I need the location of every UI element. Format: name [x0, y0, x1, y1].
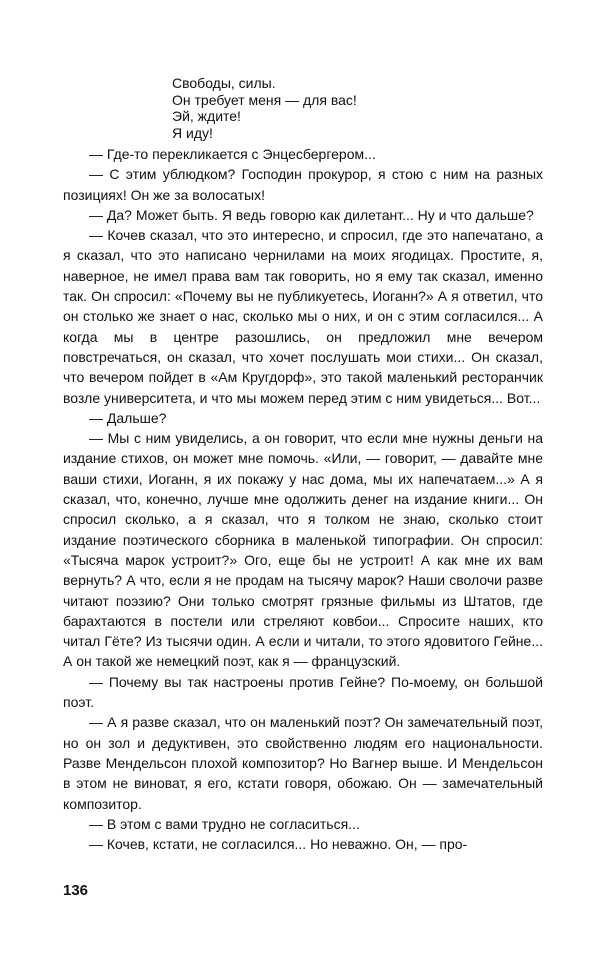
paragraph: — Где-то перекликается с Энцесбергером... [89, 146, 376, 162]
poem-line: Он требует меня — для вас! [172, 91, 357, 108]
paragraph: — Да? Может быть. Я ведь говорю как дилетант... Ну и что дальше? [89, 206, 534, 223]
poem-line: Свободы, силы. [172, 75, 276, 91]
paragraph: — А я разве сказал, что он маленький поэт? Он замечательный поэт, но он зол и дедуктивен, это свойственно людям его национальности. Разве Мендельсон плохой композитор? Но Вагнер выше. И Мендельсон в этом не виноват, я его, кстати говоря, обожаю. Он — замечательный композитор. [63, 714, 543, 812]
paragraph: — Мы с ним увиделись, а он говорит, что если мне нужны деньги на издание стихов, он может мне помочь. «Или, — говорит, — давайте мне ваши стихи, Иоганн, я их покажу у нас дома, мы их напечатаем...» А я сказал, что, конечно, лучше мне одолжить денег на издание книги... Он спросил сколько, а я сказал, что я толком не знаю, сколько стоит издание поэтического сборника в маленькой типографии. Он спросил: «Тысяча марок устроит?» Ого, еще бы не устроит! А как мне их вам вернуть? А что, если я не продам на тысячу марок? Наши сволочи разве читают поэзию? Они только смотрят грязные фильмы из Штатов, где барахтаются в постели или стреляют ковбои... Спросите наших, кто читал Гёте? Из тысячи один. А если и читали, то этого ядовитого Гейне... А он такой же немецкий поэт, как я — французский. [63, 430, 543, 670]
poem-stanza [172, 75, 357, 141]
poem-line: Я иду! [172, 124, 213, 141]
prose-body [63, 144, 543, 854]
paragraph: — Дальше? [89, 409, 167, 426]
paragraph: — В этом с вами трудно не согласиться... [89, 815, 360, 832]
paragraph: — Кочев, кстати, не согласился... Но неважно. Он, — про- [89, 836, 468, 853]
paragraph: — Почему вы так настроены против Гейне? По-моему, он большой поэт. [63, 673, 543, 711]
poem-line: Эй, ждите! [172, 108, 241, 124]
paragraph: — С этим ублюдком? Господин прокурор, я стою с ним на разных позициях! Он же за волосатых! [63, 166, 543, 203]
paragraph: — Кочев сказал, что это интересно, и спросил, где это напечатано, а я сказал, что это написано чернилами на моих ягодицах. Простите, я, наверное, не имел права вам так говорить, но я ему так сказал, именно так. Он спросил: «Почему вы не публикуетесь, Иоганн?» А я ответил, что он столько же знает о нас, сколько мы о них, и он с этим согласился... А когда мы в центре разошлись, он предложил мне вечером повстречаться, он сказал, что хочет послушать мои стихи... Он сказал, что вечером пойдет в «Ам Кругдорф», это такой маленький ресторанчик возле университета, и что мы можем перед этим с ним увидеться... Вот... [63, 227, 543, 406]
page-number: 136 [63, 882, 89, 899]
